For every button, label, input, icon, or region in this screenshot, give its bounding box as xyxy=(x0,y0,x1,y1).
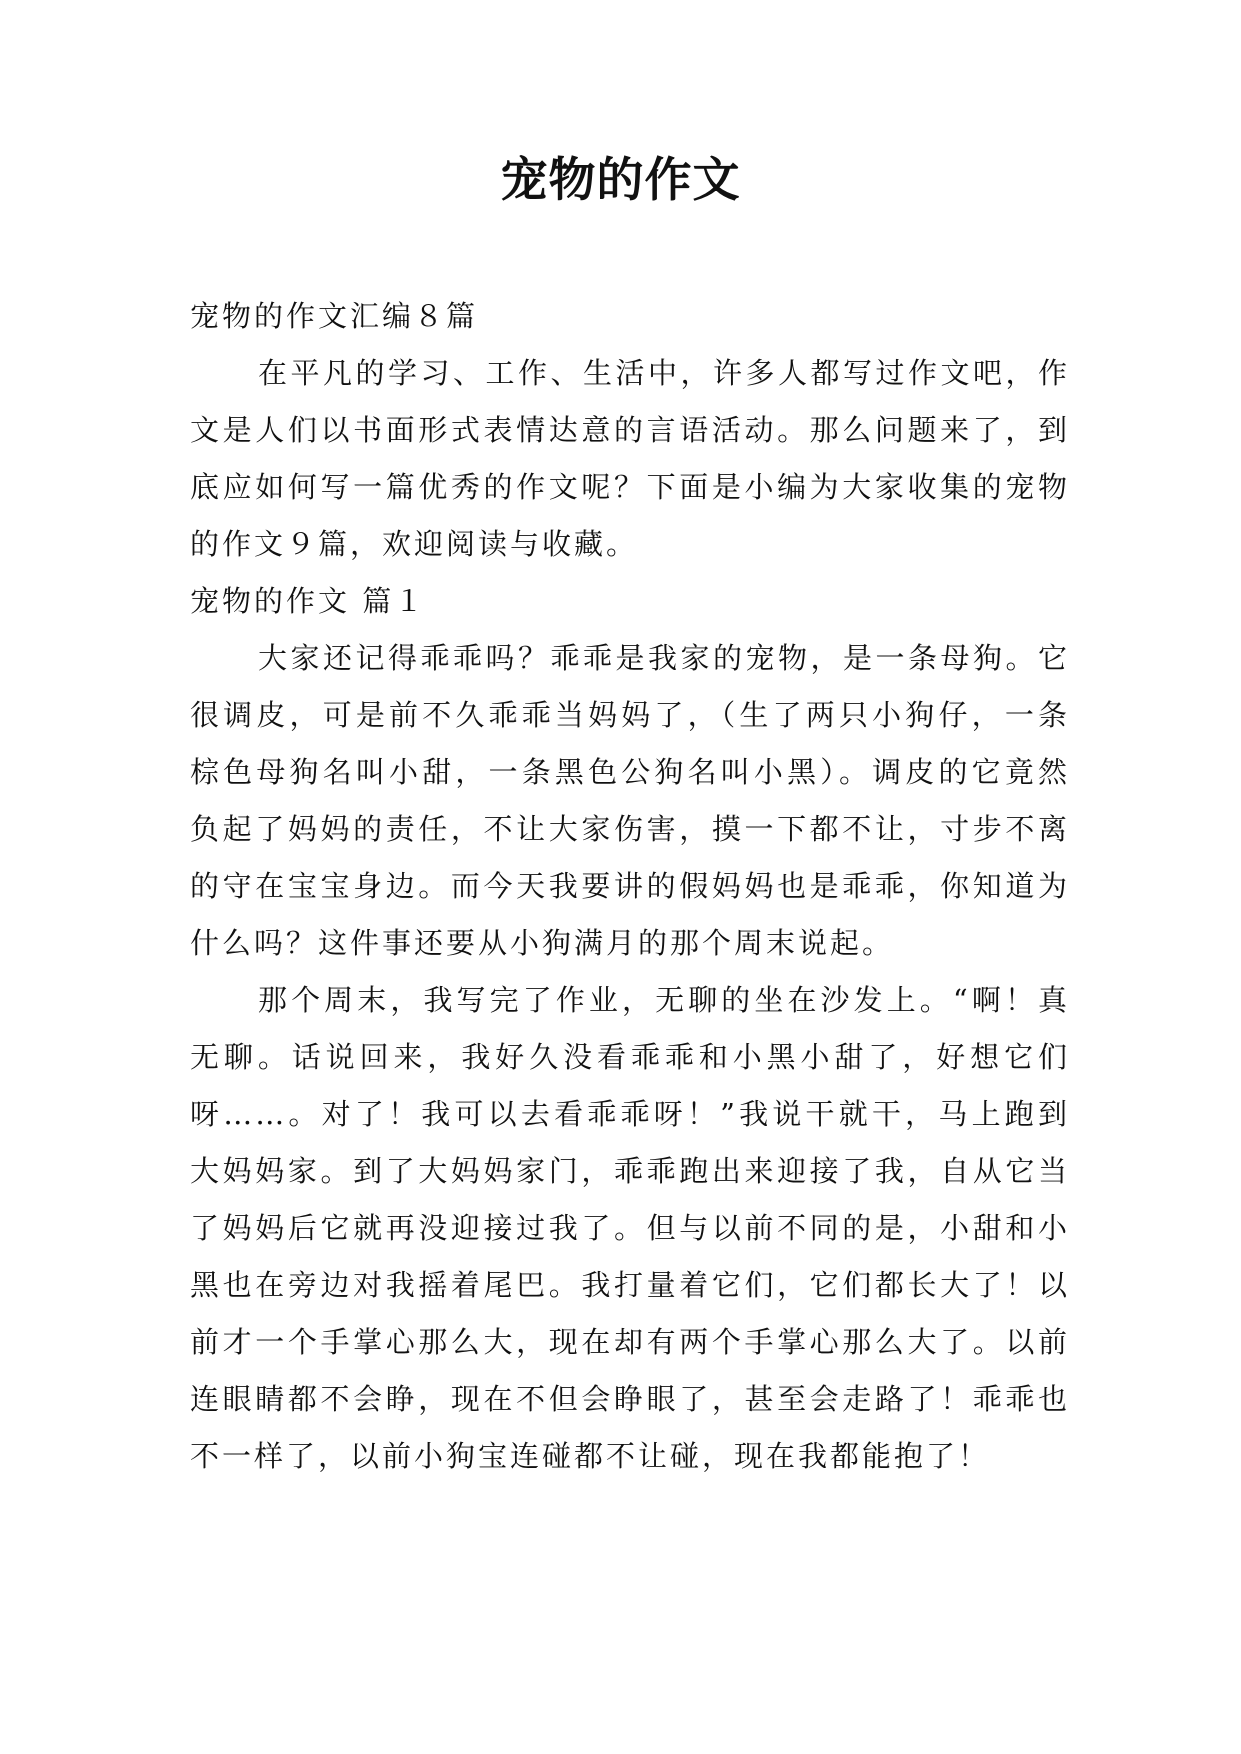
document-body xyxy=(190,288,1070,1485)
body-paragraph: 大家还记得乖乖吗？乖乖是我家的宠物，是一条母狗。它很调皮，可是前不久乖乖当妈妈了，（生了两只小狗仔，一条棕色母狗名叫小甜，一条黑色公狗名叫小黑）。调皮的它竟然负起了妈妈的责任，不让大家伤害，摸一下都不让，寸步不离的守在宝宝身边。而今天我要讲的假妈妈也是乖乖，你知道为什么吗？这件事还要从小狗满月的那个周末说起。 xyxy=(190,641,1070,960)
document-title: 宠物的作文 xyxy=(500,153,741,208)
intro-paragraph: 在平凡的学习、工作、生活中，许多人都写过作文吧，作文是人们以书面形式表情达意的言语活动。那么问题来了，到底应如何写一篇优秀的作文呢？下面是小编为大家收集的宠物的作文９篇，欢迎阅读与收藏。 xyxy=(190,356,1070,561)
body-paragraph: 那个周末，我写完了作业，无聊的坐在沙发上。“啊！真无聊。话说回来，我好久没看乖乖和小黑小甜了，好想它们呀……。对了！我可以去看乖乖呀！”我说干就干，马上跑到大妈妈家。到了大妈妈家门，乖乖跑出来迎接了我，自从它当了妈妈后它就再没迎接过我了。但与以前不同的是，小甜和小黑也在旁边对我摇着尾巴。我打量着它们，它们都长大了！以前才一个手掌心那么大，现在却有两个手掌心那么大了。以前连眼睛都不会睁，现在不但会睁眼了，甚至会走路了！乖乖也不一样了，以前小狗宝连碰都不让碰，现在我都能抱了！ xyxy=(190,983,1070,1473)
document-subtitle: 宠物的作文汇编８篇 xyxy=(190,299,479,333)
section-heading: 宠物的作文 篇１ xyxy=(190,584,427,618)
